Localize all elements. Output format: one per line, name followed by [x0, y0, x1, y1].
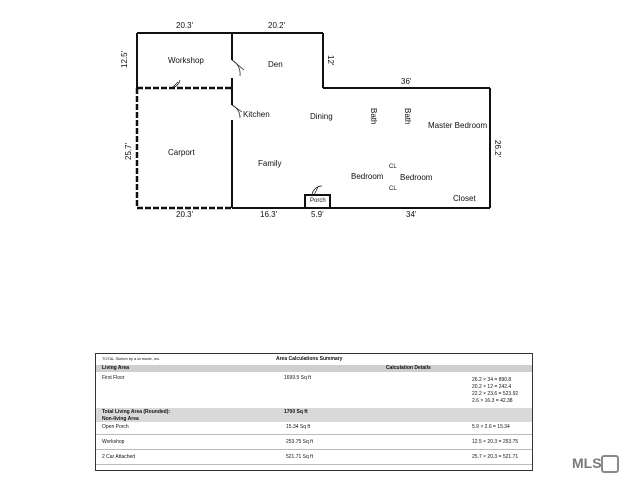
total-band [96, 408, 532, 422]
room-den: Den [268, 60, 283, 69]
row-label: Open Porch [102, 424, 129, 430]
calc-line-1: 26.2 × 34 = 890.8 [472, 377, 512, 383]
room-bath-2: Bath [403, 108, 412, 125]
living-area-heading: Living Area [102, 365, 130, 371]
dim-den-step: 12' [326, 55, 335, 66]
row-value: 15.34 Sq ft [286, 424, 311, 430]
dim-right-top: 36' [401, 77, 412, 86]
total-living-value: 1700 Sq ft [284, 409, 308, 415]
row-calc: 25.7 × 20.3 = 521.71 [472, 454, 519, 460]
room-dining: Dining [310, 112, 333, 121]
row-value: 253.75 Sq ft [286, 439, 313, 445]
row-label: Workshop [102, 439, 125, 445]
room-family: Family [258, 159, 282, 168]
dim-top-mid: 20.2' [268, 21, 286, 30]
summary-title: Area Calculations Summary [276, 356, 343, 362]
room-carport: Carport [168, 148, 195, 157]
first-floor-label: First Floor [102, 375, 125, 381]
dim-workshop-height: 12.5' [120, 50, 129, 68]
room-porch: Porch [310, 198, 326, 204]
first-floor-value: 1699.5 Sq ft [284, 375, 311, 381]
room-kitchen: Kitchen [243, 110, 270, 119]
dim-bottom-left: 20.3' [176, 210, 194, 219]
mls-logo-icon [601, 455, 619, 473]
row-calc: 12.5 × 20.3 = 253.75 [472, 439, 519, 445]
dim-carport-height: 25.7' [124, 142, 133, 160]
room-bedroom-1: Bedroom [351, 172, 384, 181]
calc-line-2: 20.2 × 12 = 242.4 [472, 384, 512, 390]
dim-bottom-right: 34' [406, 210, 417, 219]
room-workshop: Workshop [168, 56, 204, 65]
dim-bottom-porch: 5.9' [311, 210, 324, 219]
non-living-heading: Non-living Area [102, 416, 139, 422]
room-bath-1: Bath [369, 108, 378, 125]
closet-label-1: CL [389, 164, 397, 170]
calc-line-3: 22.2 × 23.6 = 523.92 [472, 391, 519, 397]
area-summary-table [95, 353, 533, 471]
room-bedroom-2: Bedroom [400, 173, 433, 182]
calc-line-4: 2.6 × 16.3 = 42.38 [472, 398, 513, 404]
room-master-bedroom: Master Bedroom [428, 121, 488, 130]
room-closet: Closet [453, 194, 476, 203]
living-area-band [96, 365, 532, 372]
total-living-label: Total Living Area (Rounded): [102, 409, 171, 415]
summary-source: TOTAL Sketch by a la mode, inc. [102, 356, 161, 361]
calc-details-heading: Calculation Details [386, 365, 431, 371]
row-calc: 5.9 × 2.6 = 15.34 [472, 424, 510, 430]
row-label: 2 Car Attached [102, 454, 136, 460]
row-value: 521.71 Sq ft [286, 454, 313, 460]
dim-top-left: 20.3' [176, 21, 194, 30]
mls-watermark: MLS [572, 455, 602, 471]
dim-right-height: 26.2' [493, 140, 502, 158]
closet-label-2: CL [389, 186, 397, 192]
dim-bottom-family: 16.3' [260, 210, 278, 219]
